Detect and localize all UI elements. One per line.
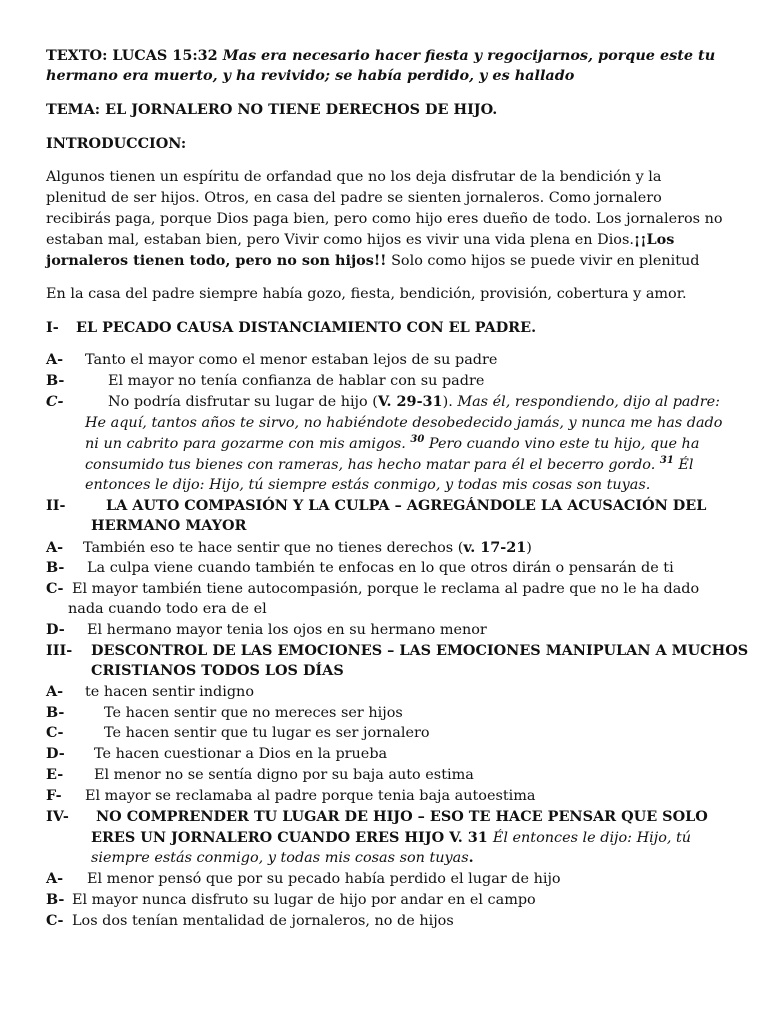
- s3-d-text: Te hacen cuestionar a Dios en la prueba: [94, 746, 388, 762]
- s1-c-it3b: Pero cuando vino este tu hijo, que ha: [424, 436, 700, 452]
- section4-title-2-line: [91, 828, 691, 848]
- s1-b-text: El mayor no tenía confianza de hablar con su padre: [108, 373, 485, 389]
- intro-p1-line1: Algunos tienen un espíritu de orfandad que no los deja disfrutar de la bendición y la: [46, 169, 662, 185]
- section3-num: III-: [46, 642, 73, 659]
- section3-title-2: CRISTIANOS TODOS LOS DÍAS: [91, 662, 344, 679]
- intro-p1-line5a: jornaleros tienen todo, pero no son hijos!!: [46, 252, 387, 269]
- s1-c-it3: ni un cabrito para gozarme con mis amigos.: [85, 436, 411, 452]
- s4-a-text: El menor pensó que por su pecado había perdido el lugar de hijo: [87, 871, 561, 887]
- texto-verse-2: hermano era muerto, y ha revivido; se había perdido, y es hallado: [46, 67, 575, 84]
- s4-b-label: B-: [46, 891, 65, 908]
- s3-f-label: F-: [46, 787, 62, 804]
- s1-c-label: C-: [46, 393, 64, 410]
- s2-d-text: El hermano mayor tenia los ojos en su hermano menor: [87, 622, 487, 638]
- s1-c-line1: [108, 392, 720, 412]
- section4-num: IV-: [46, 808, 69, 825]
- s4-c-text: Los dos tenían mentalidad de jornaleros, no de hijos: [72, 913, 454, 929]
- s1-c-it4: consumido tus bienes con rameras, has hecho matar para él el becerro gordo.: [85, 457, 660, 473]
- intro-p1-line3: recibirás paga, porque Dios paga bien, pero como hijo eres dueño de todo. Los jornaleros no: [46, 211, 723, 227]
- s2-a-ref: v. 17-21: [463, 539, 527, 556]
- section4-title-2: ERES UN JORNALERO CUANDO ERES HIJO V. 31: [91, 829, 493, 846]
- section3-title-1: DESCONTROL DE LAS EMOCIONES – LAS EMOCIONES MANIPULAN A MUCHOS: [91, 642, 749, 659]
- s4-a-label: A-: [46, 870, 64, 887]
- s4-italic-2-end: .: [468, 849, 474, 866]
- introduccion-heading: INTRODUCCION:: [46, 135, 187, 152]
- intro-p1-line5b: Solo como hijos se puede vivir en plenitud: [386, 253, 700, 269]
- s1-c-italic-3: [85, 434, 699, 454]
- s2-a-line: [83, 538, 532, 558]
- s1-c-text: No podría disfrutar su lugar de hijo (: [108, 394, 378, 410]
- s1-c-italic-5: entonces le dijo: Hijo, tú siempre estás conmigo, y todas mis cosas son tuyas.: [85, 477, 651, 493]
- s4-b-text: El mayor nunca disfruto su lugar de hijo por andar en el campo: [72, 892, 536, 908]
- intro-p1-line4b: ¡¡Los: [633, 231, 675, 248]
- s2-c-text-1: El mayor también tiene autocompasión, porque le reclama al padre que no le ha dado: [72, 581, 700, 597]
- s3-b-label: B-: [46, 704, 65, 721]
- s3-c-label: C-: [46, 724, 64, 741]
- s1-c-italic-4: [85, 455, 693, 475]
- s1-c-italic-2: He aquí, tantos años te sirvo, no habiéndote desobedecido jamás, y nunca me has dado: [85, 415, 723, 431]
- intro-p1-line4a: estaban mal, estaban bien, pero Vivir como hijos es vivir una vida plena en Dios.: [46, 232, 634, 248]
- s1-a-label: A-: [46, 351, 64, 368]
- s1-a-text: Tanto el mayor como el menor estaban lejos de su padre: [85, 352, 498, 368]
- section2-num: II-: [46, 497, 66, 514]
- s3-e-label: E-: [46, 766, 64, 783]
- s1-c-it4b: Él: [673, 457, 694, 473]
- s2-a-close: ): [526, 540, 532, 556]
- s1-c-ref: V. 29-31: [377, 393, 443, 410]
- s3-c-text: Te hacen sentir que tu lugar es ser jornalero: [104, 725, 430, 741]
- s1-c-italic-1: Mas él, respondiendo, dijo al padre:: [457, 394, 720, 410]
- s1-b-label: B-: [46, 372, 65, 389]
- texto-verse-1: Mas era necesario hacer fiesta y regocijarnos, porque este tu: [222, 47, 716, 64]
- s3-b-text: Te hacen sentir que no mereces ser hijos: [104, 705, 403, 721]
- s3-a-label: A-: [46, 683, 64, 700]
- intro-p1-line4: [46, 230, 674, 250]
- tema-heading: TEMA: EL JORNALERO NO TIENE DERECHOS DE HIJO.: [46, 101, 498, 118]
- s1-c-close: ).: [442, 394, 458, 410]
- s4-c-label: C-: [46, 912, 64, 929]
- s3-d-label: D-: [46, 745, 65, 762]
- s2-a-text: También eso te hace sentir que no tienes derechos (: [83, 540, 464, 556]
- verse-number-30: 30: [410, 434, 425, 446]
- section1-title: EL PECADO CAUSA DISTANCIAMIENTO CON EL PADRE.: [76, 319, 537, 336]
- s4-italic-2: siempre estás conmigo, y todas mis cosas son tuyas: [91, 850, 469, 866]
- s3-e-text: El menor no se sentía digno por su baja auto estima: [94, 767, 474, 783]
- s2-c-text-2: nada cuando todo era de el: [68, 601, 267, 617]
- verse-number-31: 31: [659, 455, 674, 467]
- intro-p1-line2: plenitud de ser hijos. Otros, en casa del padre se sienten jornaleros. Como jornalero: [46, 190, 662, 206]
- section1-num: I-: [46, 319, 59, 336]
- section4-title-1: NO COMPRENDER TU LUGAR DE HIJO – ESO TE HACE PENSAR QUE SOLO: [96, 808, 708, 825]
- intro-p2: En la casa del padre siempre había gozo, fiesta, bendición, provisión, cobertura y amor.: [46, 286, 687, 302]
- texto-line-1: [46, 46, 715, 66]
- section2-title-1: LA AUTO COMPASIÓN Y LA CULPA – AGREGÁNDOLE LA ACUSACIÓN DEL: [106, 497, 707, 514]
- s2-b-label: B-: [46, 559, 65, 576]
- s2-c-label: C-: [46, 580, 64, 597]
- s2-a-label: A-: [46, 539, 64, 556]
- s3-f-text: El mayor se reclamaba al padre porque tenia baja autoestima: [85, 788, 536, 804]
- s2-b-text: La culpa viene cuando también te enfocas en lo que otros dirán o pensarán de ti: [87, 560, 674, 576]
- s4-italic-1: Él entonces le dijo: Hijo, tú: [492, 830, 692, 846]
- texto-label: TEXTO: LUCAS 15:32: [46, 47, 223, 64]
- s4-italic-2-line: [91, 848, 474, 868]
- s2-d-label: D-: [46, 621, 65, 638]
- section2-title-2: HERMANO MAYOR: [91, 517, 247, 534]
- intro-p1-line5: [46, 251, 700, 271]
- s3-a-text: te hacen sentir indigno: [85, 684, 254, 700]
